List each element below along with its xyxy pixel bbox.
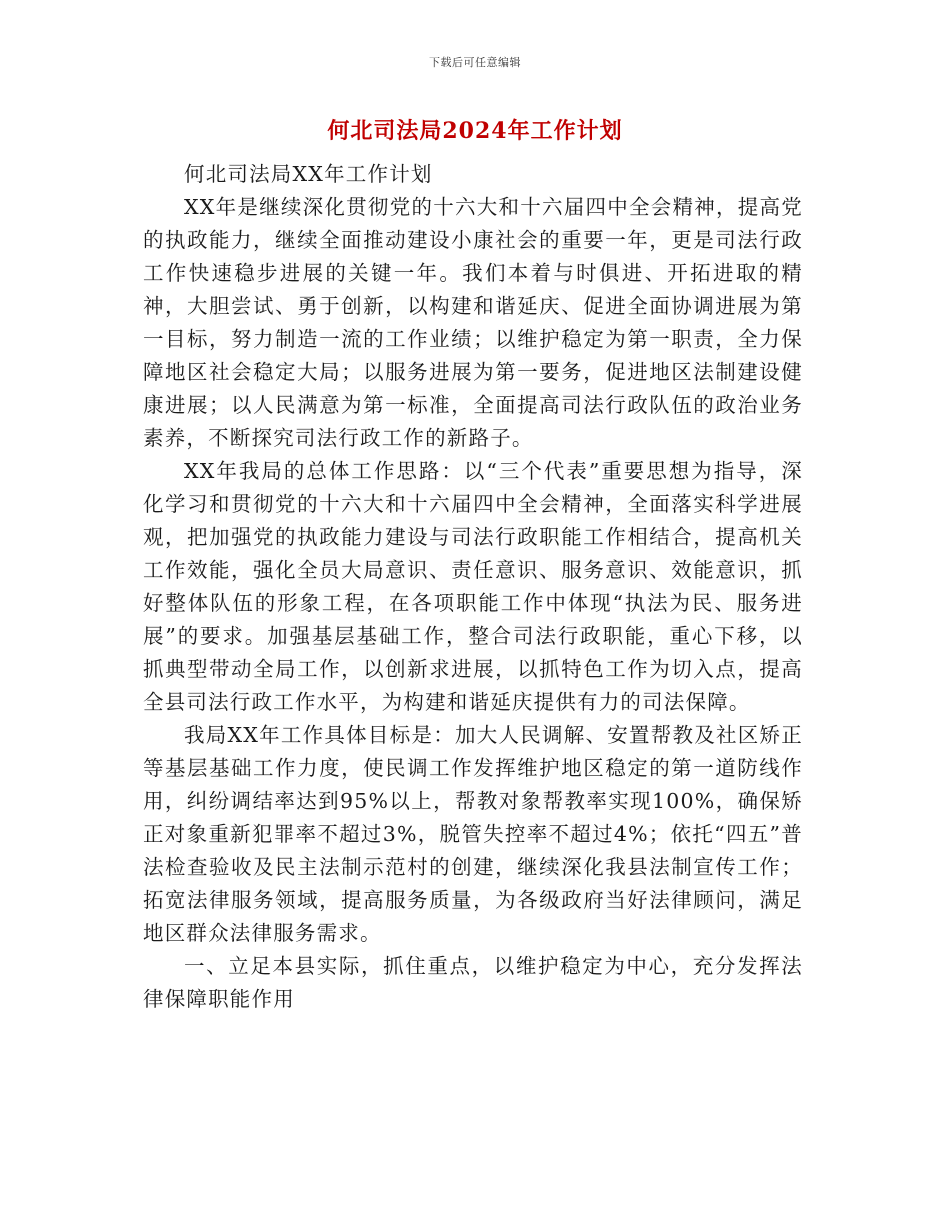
section-heading: 一、立足本县实际，抓住重点，以维护稳定为中心，充分发挥法律保障职能作用 (143, 954, 803, 1011)
document-body (143, 158, 803, 1016)
document-title: 何北司法局2024年工作计划 (327, 118, 623, 144)
body-paragraph-subtitle: 何北司法局XX年工作计划 (184, 162, 433, 186)
body-paragraph: XX年是继续深化贯彻党的十六大和十六届四中全会精神，提高党的执政能力，继续全面推动建设小康社会的重要一年，更是司法行政工作快速稳步进展的关键一年。我们本着与时俱进、开拓进取的精神，大胆尝试、勇于创新，以构建和谐延庆、促进全面协调进展为第一目标，努力制造一流的工作业绩；以维护稳定为第一职责，全力保障地区社会稳定大局；以服务进展为第一要务，促进地区法制建设健康进展；以人民满意为第一标准，全面提高司法行政队伍的政治业务素养，不断探究司法行政工作的新路子。 (143, 195, 803, 450)
header-note: 下载后可任意编辑 (429, 56, 521, 69)
body-paragraph: 我局XX年工作具体目标是：加大人民调解、安置帮教及社区矫正等基层基础工作力度，使民调工作发挥维护地区稳定的第一道防线作用，纠纷调结率达到95%以上，帮教对象帮教率实现100%，确保矫正对象重新犯罪率不超过3%，脱管失控率不超过4%；依托“四五”普法检查验收及民主法制示范村的创建，继续深化我县法制宣传工作；拓宽法律服务领域，提高服务质量，为各级政府当好法律顾问，满足地区群众法律服务需求。 (143, 723, 803, 945)
body-paragraph: XX年我局的总体工作思路：以“三个代表”重要思想为指导，深化学习和贯彻党的十六大和十六届四中全会精神，全面落实科学进展观，把加强党的执政能力建设与司法行政职能工作相结合，提高机关工作效能，强化全员大局意识、责任意识、服务意识、效能意识，抓好整体队伍的形象工程，在各项职能工作中体现“执法为民、服务进展”的要求。加强基层基础工作，整合司法行政职能，重心下移，以抓典型带动全局工作，以创新求进展，以抓特色工作为切入点，提高全县司法行政工作水平，为构建和谐延庆提供有力的司法保障。 (143, 459, 803, 714)
